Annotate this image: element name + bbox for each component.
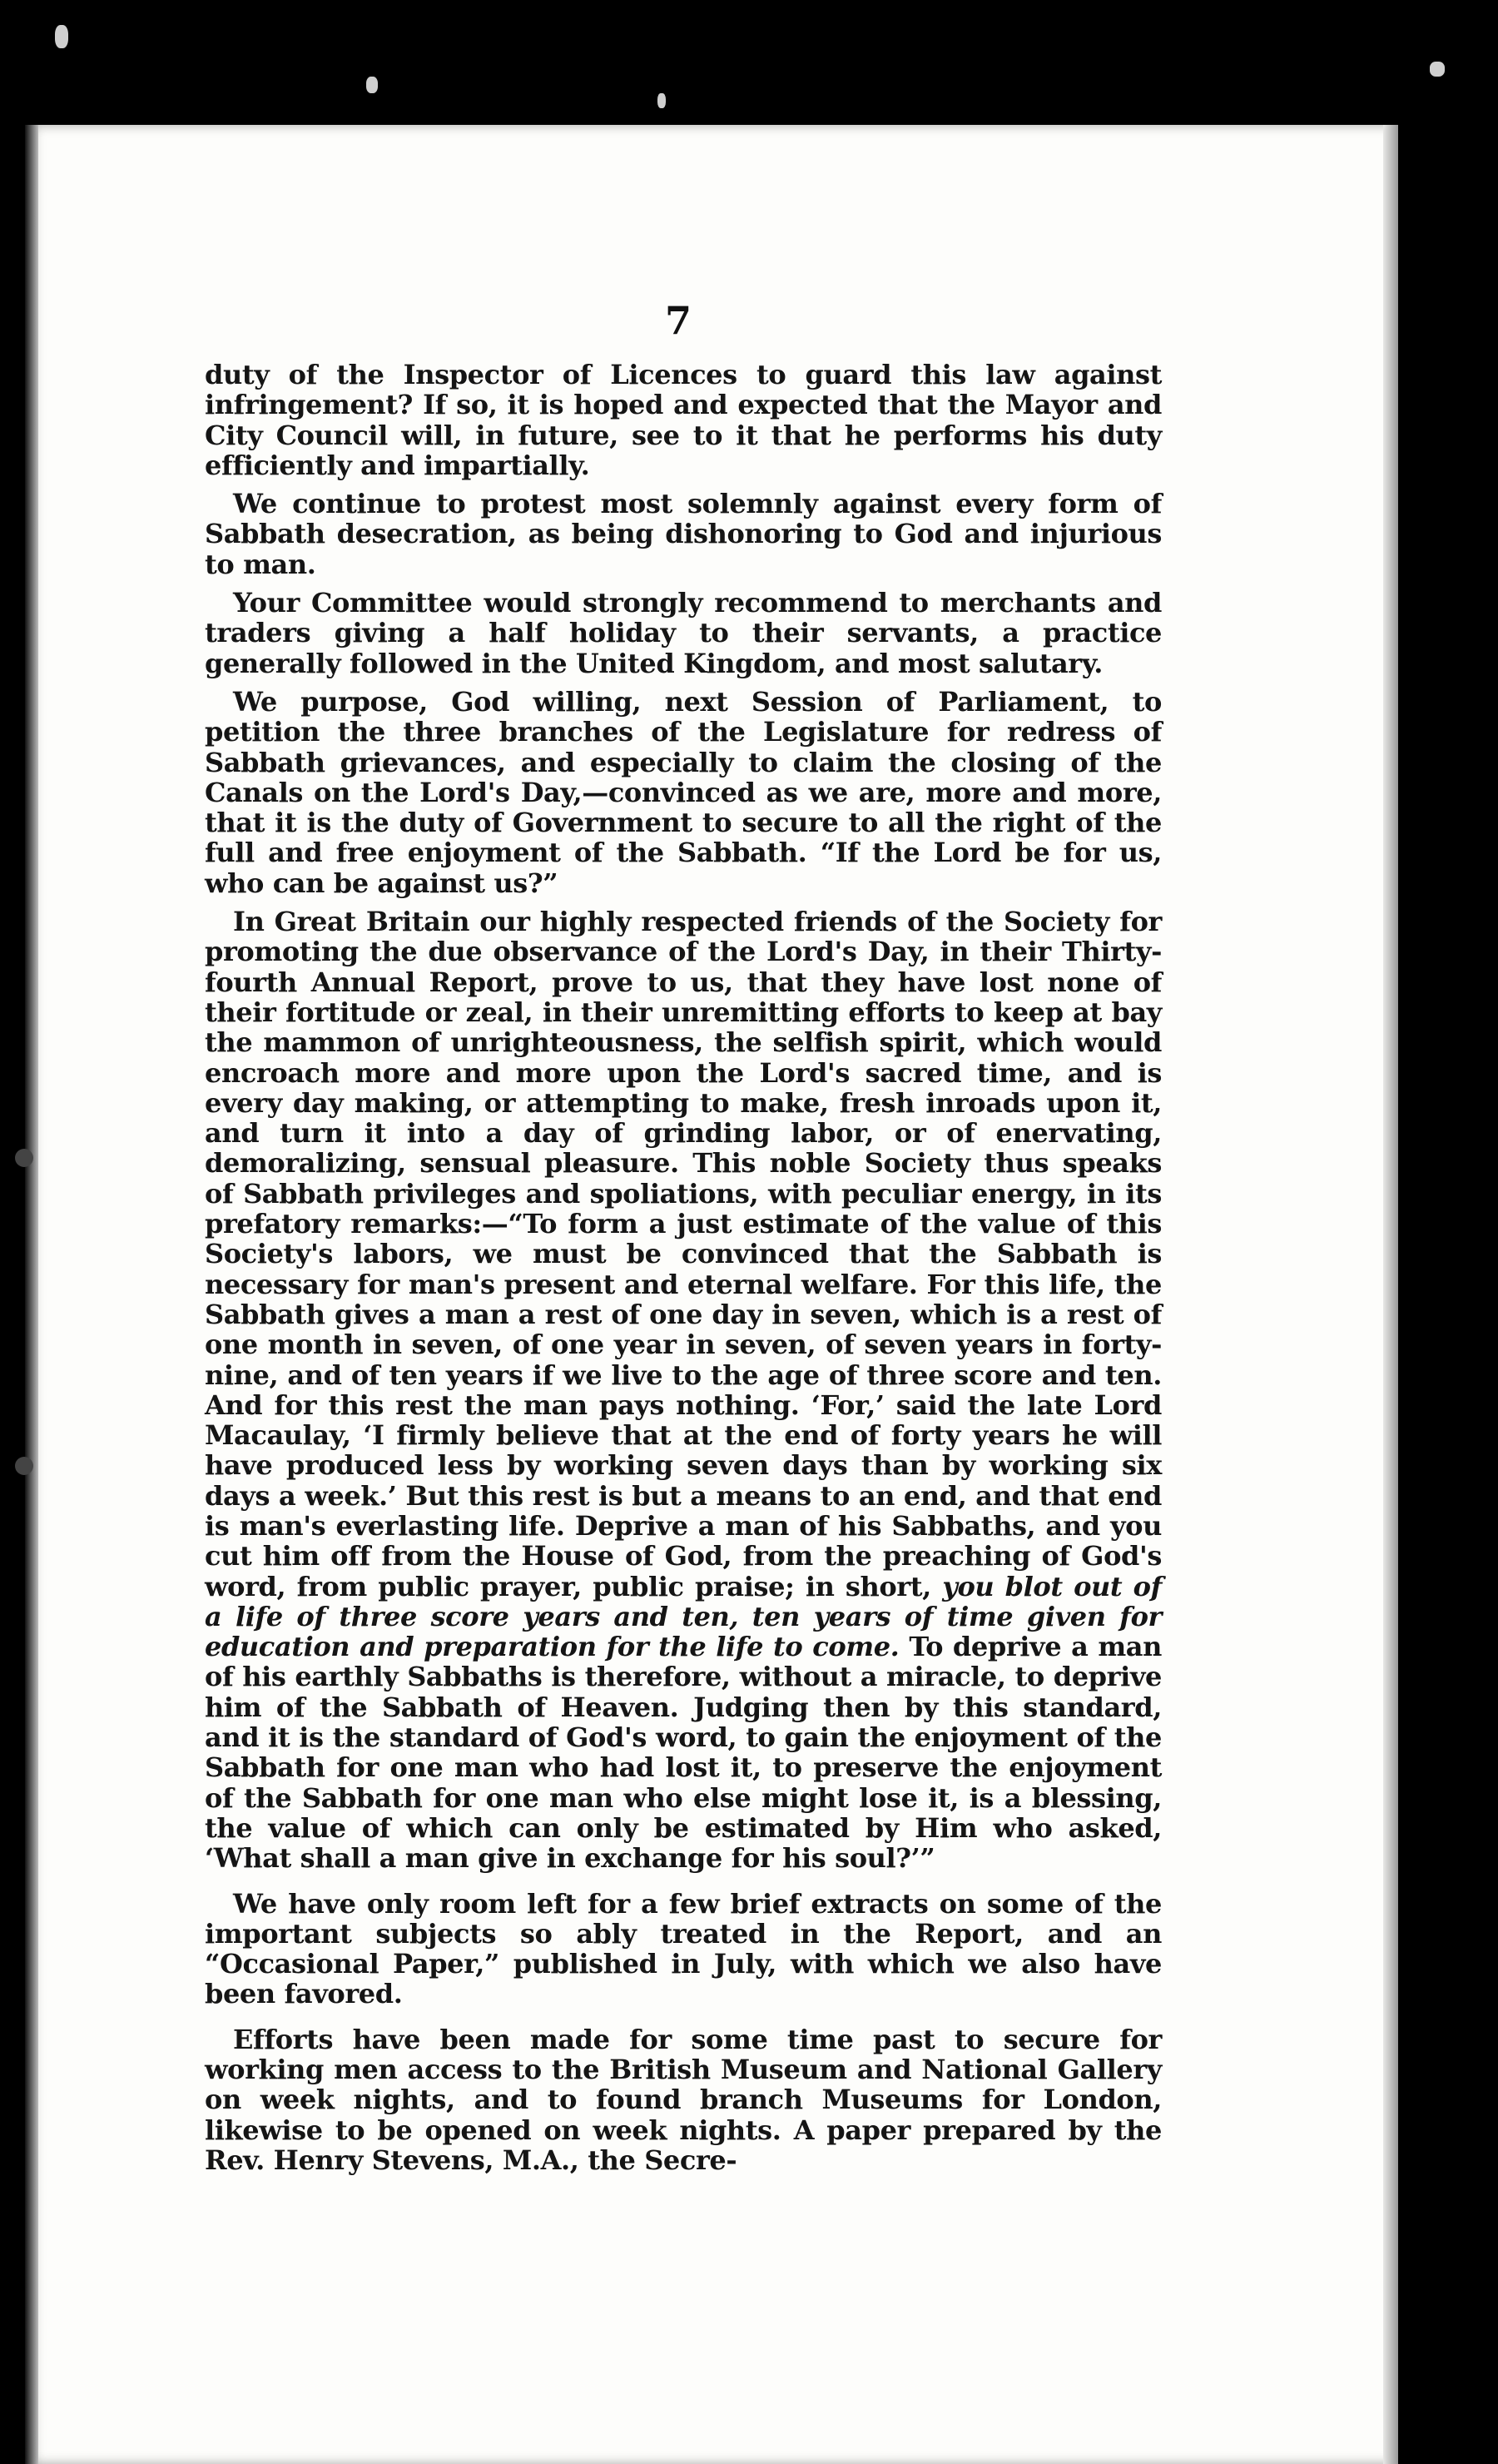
body-text [205, 360, 1162, 2183]
paragraph: Efforts have been made for some time past to secure for working men access to the British Museum and National Gallery on week nights, and to found branch Museums for London, likewise to be opened on week nights. A paper prepared by the Rev. Henry Stevens, M.A., the Secre- [205, 2023, 1162, 2176]
binding-mark [15, 1149, 33, 1167]
paragraph-text: To deprive a man of his earthly Sabbaths is therefore, without a miracle, to deprive him of the Sabbath of Heaven. Judging then by this standard, and it is the standard of God's word, to gain the enjoyment of the Sabbath for one man who had lost it, to preserve the enjoyment of the Sabbath for one man who else might lose it, is a blessing, the value of which can only be estimated by Him who asked, ‘What shall a man give in exchange for his soul?’” [205, 1631, 1162, 1875]
paragraph: duty of the Inspector of Licences to guard this law against infringement? If so, it is hoped and expected that the Mayor and City Council will, in future, see to it that he performs his duty efficiently and impartially. [205, 359, 1162, 481]
scan-speck [1430, 62, 1445, 77]
paragraph: We have only room left for a few brief extracts on some of the important subjects so ably treated in the Report, and an “Occasional Paper,” published in July, with which we also have been favored. [205, 1887, 1162, 2010]
scan-speck [657, 93, 666, 108]
page-binding-edge [25, 125, 38, 2464]
italic-emphasis: you blot out of a life of three score years and ten, ten years of time given for education and preparation for the life to come. [205, 1570, 1162, 1663]
paragraph: We continue to protest most solemnly against every form of Sabbath desecration, as being dishonoring to God and injurious to man. [205, 488, 1162, 580]
paragraph: Your Committee would strongly recommend to merchants and traders giving a half holiday to their servants, a practice generally followed in the United Kingdom, and most salutary. [205, 587, 1162, 679]
binding-mark [15, 1457, 33, 1475]
paragraph-macaulay-quote [205, 907, 1162, 1874]
page-right-edge [1383, 125, 1398, 2464]
paragraph: We purpose, God willing, next Session of Parliament, to petition the three branches of the Legislature for redress of Sabbath grievances, and especially to claim the closing of the Canals on the Lord's Day,—convinced as we are, more and more, that it is the duty of Government to secure to all the right of the full and free enjoyment of the Sabbath. “If the Lord be for us, who can be against us?” [205, 685, 1162, 899]
page-number: 7 [664, 298, 692, 343]
paragraph-text: In Great Britain our highly respected friends of the Society for promoting the due observance of the Lord's Day, in their Thirty-fourth Annual Report, prove to us, that they have lost none of their fortitude or zeal, in their unremitting efforts to keep at bay the mammon of unrighteousness, the selfish spirit, which would encroach more and more upon the Lord's sacred time, and is every day making, or attempting to make, fresh inroads upon it, and turn it into a day of grinding labor, or of enervating, demoralizing, sensual pleasure. This noble Society thus speaks of Sabbath privileges and spoliations, with peculiar energy, in its prefatory remarks:—“To form a just estimate of the value of this Society's labors, we must be convinced that the Sabbath is necessary for man's present and eternal welfare. For this life, the Sabbath gives a man a rest of one day in seven, which is a rest of one month in seven, of one year in seven, of seven years in forty-nine, and of ten years if we live to the age of three score and ten. And for this rest the man pays nothing. ‘For,’ said the late Lord Macaulay, ‘I firmly believe that at the end of forty years he will have produced less by working seven days than by working six days a week.’ But this rest is but a means to an end, and that end is man's everlasting life. Deprive a man of his Sabbaths, and you cut him off from the House of God, from the preaching of God's word, from public prayer, public praise; in short, [205, 906, 1162, 1602]
scan-speck [366, 77, 378, 93]
scan-speck [55, 25, 68, 48]
